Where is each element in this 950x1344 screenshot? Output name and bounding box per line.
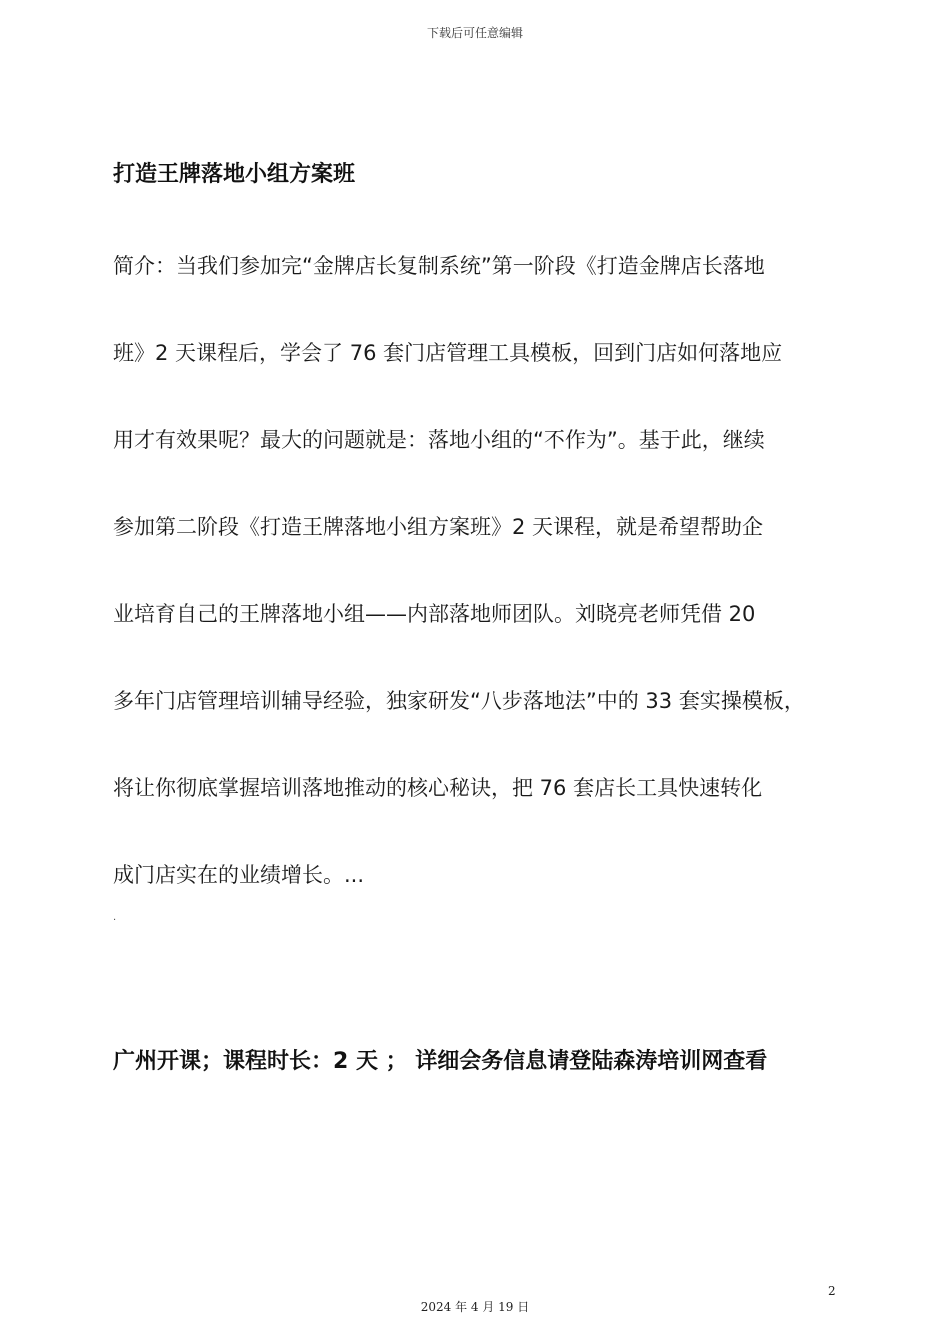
page-number: 2	[828, 1284, 836, 1298]
course-info: 广州开课；课程时长：2 天 ； 详细会务信息请登陆森涛培训网查看	[113, 1049, 768, 1074]
intro-line: 用才有效果呢？最大的问题就是：落地小组的“不作为”。基于此，继续	[113, 428, 765, 452]
intro-line: 参加第二阶段《打造王牌落地小组方案班》2 天课程，就是希望帮助企	[113, 515, 764, 539]
intro-line: 班》2 天课程后，学会了 76 套门店管理工具模板，回到门店如何落地应	[113, 341, 783, 365]
intro-line: 业培育自己的王牌落地小组——内部落地师团队。刘晓亮老师凭借 20	[113, 602, 756, 626]
intro-line: 多年门店管理培训辅导经验，独家研发“八步落地法”中的 33 套实操模板，	[113, 689, 805, 713]
paragraph-mark: .	[113, 912, 117, 923]
intro-line: 简介：当我们参加完“金牌店长复制系统”第一阶段《打造金牌店长落地	[113, 254, 765, 278]
intro-line: 成门店实在的业绩增长。...	[113, 863, 365, 887]
header-note: 下载后可任意编辑	[426, 26, 523, 40]
intro-line: 将让你彻底掌握培训落地推动的核心秘诀，把 76 套店长工具快速转化	[113, 776, 763, 800]
document-title: 打造王牌落地小组方案班	[113, 162, 356, 187]
footer-date: 2024 年 4 月 19 日	[420, 1300, 530, 1314]
